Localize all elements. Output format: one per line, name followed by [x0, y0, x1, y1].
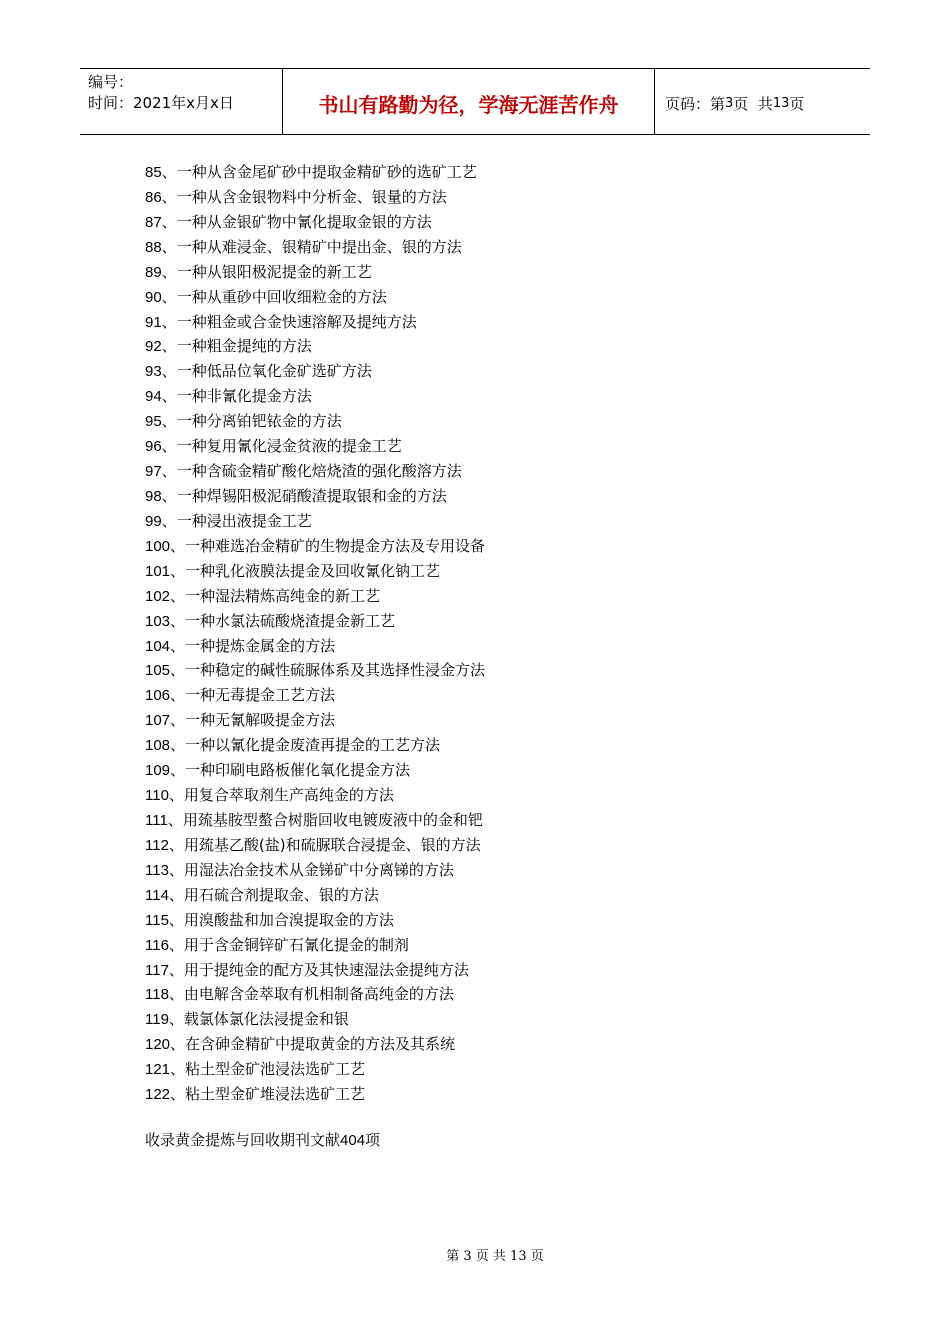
- list-item-title: 在含砷金精矿中提取黄金的方法及其系统: [185, 1035, 456, 1054]
- list-item: [145, 459, 485, 484]
- list-item-number: 112、: [145, 836, 184, 854]
- list-item: [145, 1082, 485, 1107]
- list-item-title: 用石硫合剂提取金、银的方法: [183, 885, 379, 904]
- list-item: [145, 708, 485, 733]
- list-item-number: 111、: [145, 811, 183, 829]
- list-item-number: 104、: [145, 637, 186, 655]
- list-item-title: 一种湿法精炼高纯金的新工艺: [185, 586, 381, 605]
- list-item-title: 用于提纯金的配方及其快速湿法金提纯方法: [183, 960, 469, 979]
- list-item-title: 一种复用氰化浸金贫液的提金工艺: [176, 437, 402, 456]
- code-label: 编号：: [88, 73, 134, 91]
- list-item-title: 一种乳化液膜法提金及回收氰化钠工艺: [185, 561, 441, 580]
- list-item-number: 108、: [145, 737, 186, 755]
- list-item: [145, 285, 485, 310]
- list-item-title: 一种非氰化提金方法: [176, 387, 312, 406]
- list-item-title: 一种从金银矿物中氰化提取金银的方法: [176, 212, 432, 231]
- list-item-number: 103、: [145, 612, 186, 630]
- list-item: [145, 658, 485, 683]
- list-item-title: 一种从重砂中回收细粒金的方法: [176, 287, 387, 306]
- list-item: [145, 384, 485, 409]
- list-item: [145, 982, 485, 1007]
- list-item: [145, 534, 485, 559]
- list-item: [145, 858, 485, 883]
- list-item: [145, 609, 485, 634]
- list-item: [145, 933, 485, 958]
- list-item: [145, 235, 485, 260]
- list-item-number: 102、: [145, 587, 186, 605]
- list-item-title: 用湿法冶金技术从金锑矿中分离锑的方法: [183, 860, 454, 879]
- list-item-title: 一种粗金提纯的方法: [176, 337, 312, 356]
- list-item-number: 93、: [145, 363, 177, 381]
- list-item-title: 一种浸出液提金工艺: [176, 511, 312, 530]
- list-item-number: 89、: [145, 263, 177, 281]
- list-item: [145, 733, 485, 758]
- list-item-number: 117、: [145, 961, 184, 979]
- list-item: [145, 1007, 485, 1032]
- list-item: [145, 359, 485, 384]
- list-item-number: 105、: [145, 662, 186, 680]
- patent-list: [145, 160, 485, 1107]
- summary-suffix: 项: [365, 1131, 381, 1149]
- list-item: [145, 958, 485, 983]
- list-item-title: 一种从银阳极泥提金的新工艺: [176, 262, 372, 281]
- list-item-title: 一种水氯法硫酸烧渣提金新工艺: [185, 611, 396, 630]
- list-item-title: 用溴酸盐和加合溴提取金的方法: [183, 910, 394, 929]
- list-item: [145, 210, 485, 235]
- list-item-number: 98、: [145, 487, 177, 505]
- page-total: 13: [772, 95, 790, 111]
- list-item-title: 用于含金铜锌矿石氰化提金的制剂: [183, 935, 409, 954]
- list-item-number: 94、: [145, 388, 177, 406]
- list-item-number: 114、: [145, 886, 184, 904]
- list-item-number: 119、: [145, 1011, 184, 1029]
- list-item-title: 一种印刷电路板催化氧化提金方法: [185, 761, 411, 780]
- list-item: [145, 260, 485, 285]
- page-header: [80, 68, 870, 135]
- list-item: [145, 559, 485, 584]
- page-footer: 第 3 页 共 13 页: [446, 1249, 544, 1264]
- page-suffix: 页: [789, 94, 805, 113]
- list-item-number: 109、: [145, 762, 186, 780]
- list-item: [145, 683, 485, 708]
- list-item-number: 97、: [145, 463, 177, 481]
- list-item: [145, 883, 485, 908]
- list-item: [145, 409, 485, 434]
- list-item-number: 90、: [145, 288, 177, 306]
- list-item-title: 一种无毒提金工艺方法: [185, 686, 336, 705]
- list-item-number: 86、: [145, 188, 177, 206]
- header-page-info: [655, 69, 870, 134]
- list-item: [145, 758, 485, 783]
- list-item: [145, 908, 485, 933]
- list-item-title: 一种分离铂钯铱金的方法: [176, 412, 342, 431]
- list-item-title: 一种难选冶金精矿的生物提金方法及专用设备: [185, 536, 486, 555]
- list-item-number: 107、: [145, 712, 186, 730]
- list-item-title: 粘土型金矿堆浸法选矿工艺: [185, 1085, 366, 1104]
- list-item-number: 110、: [145, 787, 184, 805]
- list-item-title: 载氯体氯化法浸提金和银: [183, 1010, 349, 1029]
- list-item-title: 一种粗金或合金快速溶解及提纯方法: [176, 312, 417, 331]
- list-item-title: 一种含硫金精矿酸化焙烧渣的强化酸溶方法: [176, 462, 462, 481]
- list-item: [145, 310, 485, 335]
- list-item: [145, 584, 485, 609]
- list-item-number: 85、: [145, 164, 177, 181]
- summary-count: 404: [340, 1132, 366, 1149]
- page-mid: 页 共: [733, 94, 773, 113]
- page-current: 3: [725, 95, 734, 111]
- list-item-number: 106、: [145, 687, 186, 705]
- list-item: [145, 634, 485, 659]
- list-item-title: 用巯基乙酸(盐)和硫脲联合浸提金、银的方法: [183, 835, 481, 854]
- list-item-number: 100、: [145, 537, 186, 555]
- list-item-number: 99、: [145, 512, 177, 530]
- list-item-title: 用复合萃取剂生产高纯金的方法: [183, 786, 394, 805]
- list-item: [145, 833, 485, 858]
- list-item-title: 用巯基胺型螯合树脂回收电镀废液中的金和钯: [182, 810, 483, 829]
- list-item-number: 113、: [145, 861, 184, 879]
- list-item-title: 粘土型金矿池浸法选矿工艺: [185, 1060, 366, 1079]
- list-item: [145, 160, 485, 185]
- list-item-title: 一种从含金尾矿砂中提取金精矿砂的选矿工艺: [176, 163, 477, 181]
- list-item: [145, 509, 485, 534]
- summary-line: [145, 1128, 380, 1153]
- list-item-title: 一种无氰解吸提金方法: [185, 711, 336, 730]
- list-item: [145, 1057, 485, 1082]
- header-motto: 书山有路勤为径，学海无涯苦作舟: [283, 69, 655, 134]
- list-item-number: 118、: [145, 986, 184, 1004]
- list-item-number: 122、: [145, 1086, 186, 1104]
- list-item-title: 一种稳定的碱性硫脲体系及其选择性浸金方法: [185, 661, 486, 680]
- list-item: [145, 783, 485, 808]
- list-item-title: 一种提炼金属金的方法: [185, 636, 336, 655]
- list-item: [145, 808, 485, 833]
- list-item-number: 121、: [145, 1061, 186, 1079]
- list-item: [145, 1032, 485, 1057]
- list-item-title: 由电解含金萃取有机相制备高纯金的方法: [183, 985, 454, 1004]
- page-prefix: 页码：第: [665, 94, 726, 113]
- list-item-title: 一种从难浸金、银精矿中提出金、银的方法: [176, 237, 462, 256]
- list-item-number: 101、: [145, 562, 186, 580]
- list-item-number: 120、: [145, 1036, 186, 1054]
- list-item-number: 116、: [145, 936, 184, 954]
- list-item: [145, 434, 485, 459]
- header-meta: [80, 69, 283, 134]
- list-item-number: 95、: [145, 413, 177, 431]
- summary-prefix: 收录黄金提炼与回收期刊文献: [145, 1131, 341, 1149]
- list-item: [145, 334, 485, 359]
- list-item-title: 一种从含金银物料中分析金、银量的方法: [176, 187, 447, 206]
- list-item: [145, 185, 485, 210]
- list-item-number: 115、: [145, 911, 184, 929]
- list-item-number: 91、: [145, 313, 177, 331]
- list-item-number: 92、: [145, 338, 177, 356]
- list-item-number: 96、: [145, 438, 177, 456]
- list-item-number: 87、: [145, 213, 177, 231]
- list-item-title: 一种以氰化提金废渣再提金的工艺方法: [185, 736, 441, 755]
- list-item-title: 一种低品位氧化金矿选矿方法: [176, 362, 372, 381]
- time-text: 时间：2021年x月x日: [88, 94, 234, 112]
- list-item-number: 88、: [145, 238, 177, 256]
- list-item-title: 一种焊锡阳极泥硝酸渣提取银和金的方法: [176, 486, 447, 505]
- list-item: [145, 484, 485, 509]
